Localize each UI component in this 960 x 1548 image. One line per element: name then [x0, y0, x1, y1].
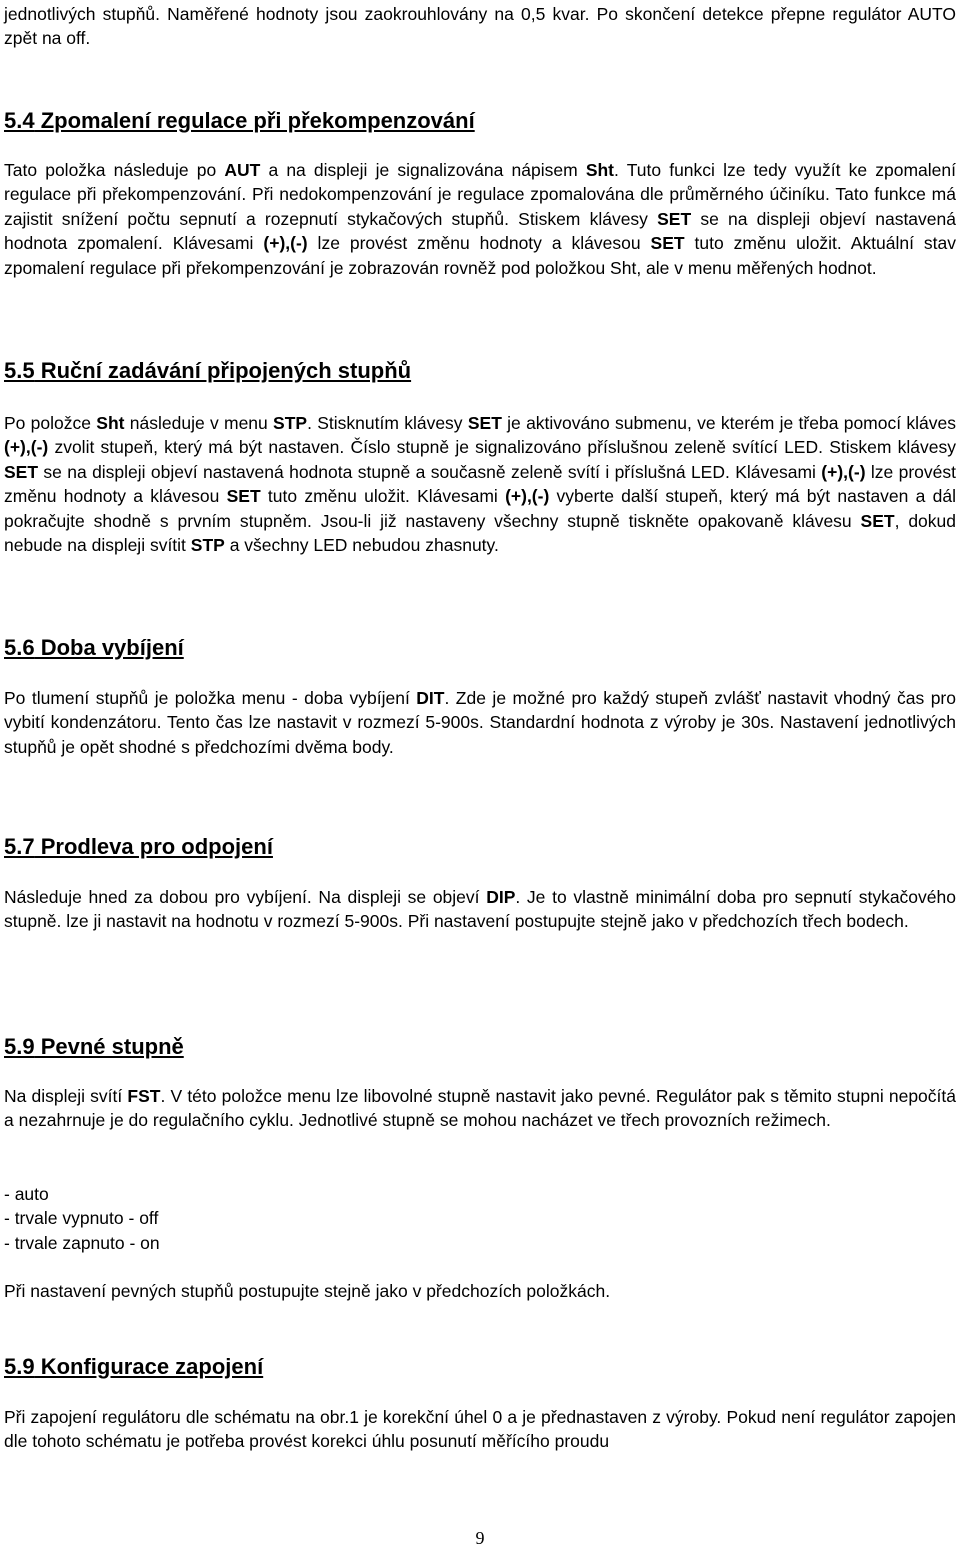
heading-5-4: 5.4 Zpomalení regulace při překompenzování: [4, 108, 475, 133]
list-item: - trvale zapnuto - on: [4, 1232, 160, 1253]
heading-5-9-wiring-config: 5.9 Konfigurace zapojení: [4, 1354, 264, 1379]
paragraph-5-9-wiring-config: Při zapojení regulátoru dle schématu na obr.1 je korekční úhel 0 a je přednastaven z výroby. Pokud není regulátor zapojen dle tohoto schématu je potřeba provést korekci úhlu posunutí měřícího proudu: [4, 1407, 956, 1452]
heading-5-9-fixed-steps: 5.9 Pevné stupně: [4, 1034, 184, 1059]
mode-list: [4, 1182, 956, 1255]
paragraph-5-7: Následuje hned za dobou pro vybíjení. Na displeji se objeví DIP. Je to vlastně minimální doba pro sepnutí stykačového stupně. lze ji nastavit na hodnotu v rozmezí 5-900s. Při nastavení postupujte stejně jako v předchozích třech bodech.: [4, 887, 956, 932]
paragraph-5-4: Tato položka následuje po AUT a na displeji je signalizována nápisem Sht. Tuto funkci lze tedy využít ke zpomalení regulace při překompenzování. Při nedokompenzování je regulace zpomalována dle průměrného účiníku. Tato funkce má zajistit snížení počtu sepnutí a rozepnutí stykačových stupňů. Stiskem klávesy SET se na displeji objeví nastavená hodnota zpomalení. Klávesami (+),(-) lze provést změnu hodnoty a klávesou SET tuto změnu uložit. Aktuální stav zpomalení regulace při překompenzování je zobrazován rovněž pod položkou Sht, ale v menu měřených hodnot.: [4, 160, 957, 278]
intro-paragraph: jednotlivých stupňů. Naměřené hodnoty jsou zaokrouhlovány na 0,5 kvar. Po skončení detekce přepne regulátor AUTO zpět na off.: [4, 4, 956, 49]
heading-5-7: 5.7 Prodleva pro odpojení: [4, 834, 273, 859]
list-item: - trvale vypnuto - off: [4, 1208, 159, 1229]
page-number: 9: [475, 1528, 485, 1548]
paragraph-5-5: Po položce Sht následuje v menu STP. Stisknutím klávesy SET je aktivováno submenu, ve kterém je třeba pomocí kláves (+),(-) zvolit stupeň, který má být nastaven. Číslo stupně je signalizováno příslušnou zeleně svítící LED. Stiskem klávesy SET se na displeji objeví nastavená hodnota stupně a současně zeleně svítí i příslušná LED. Klávesami (+),(-) lze provést změnu hodnoty a klávesou SET tuto změnu uložit. Klávesami (+),(-) vyberte další stupeň, který má být nastaven a dál pokračujte shodně s prvním stupněm. Jsou-li již nastaveny všechny stupně tiskněte opakovaně klávesu SET, dokud nebude na displeji svítit STP a všechny LED nebudou zhasnuty.: [4, 413, 957, 556]
heading-5-5: 5.5 Ruční zadávání připojených stupňů: [4, 358, 412, 383]
paragraph-5-9-fixed-steps: Na displeji svítí FST. V této položce menu lze libovolné stupně nastavit jako pevné. Regulátor pak s těmito stupni nepočítá a nezahrnuje je do regulačního cyklu. Jednotlivé stupně se mohou nacházet ve třech provozních režimech.: [4, 1086, 956, 1131]
heading-5-6: 5.6 Doba vybíjení: [4, 635, 184, 660]
list-item: - auto: [4, 1184, 49, 1204]
paragraph-5-6: Po tlumení stupňů je položka menu - doba vybíjení DIT. Zde je možné pro každý stupeň zvlášť nastavit vhodný čas pro vybití kondenzátoru. Tento čas lze nastavit v rozmezí 5-900s. Standardní hodnota z výroby je 30s. Nastavení jednotlivých stupňů je opět shodné s předchozími dvěma body.: [4, 688, 956, 757]
paragraph-fixed-steps-note: Při nastavení pevných stupňů postupujte stejně jako v předchozích položkách.: [4, 1281, 611, 1301]
